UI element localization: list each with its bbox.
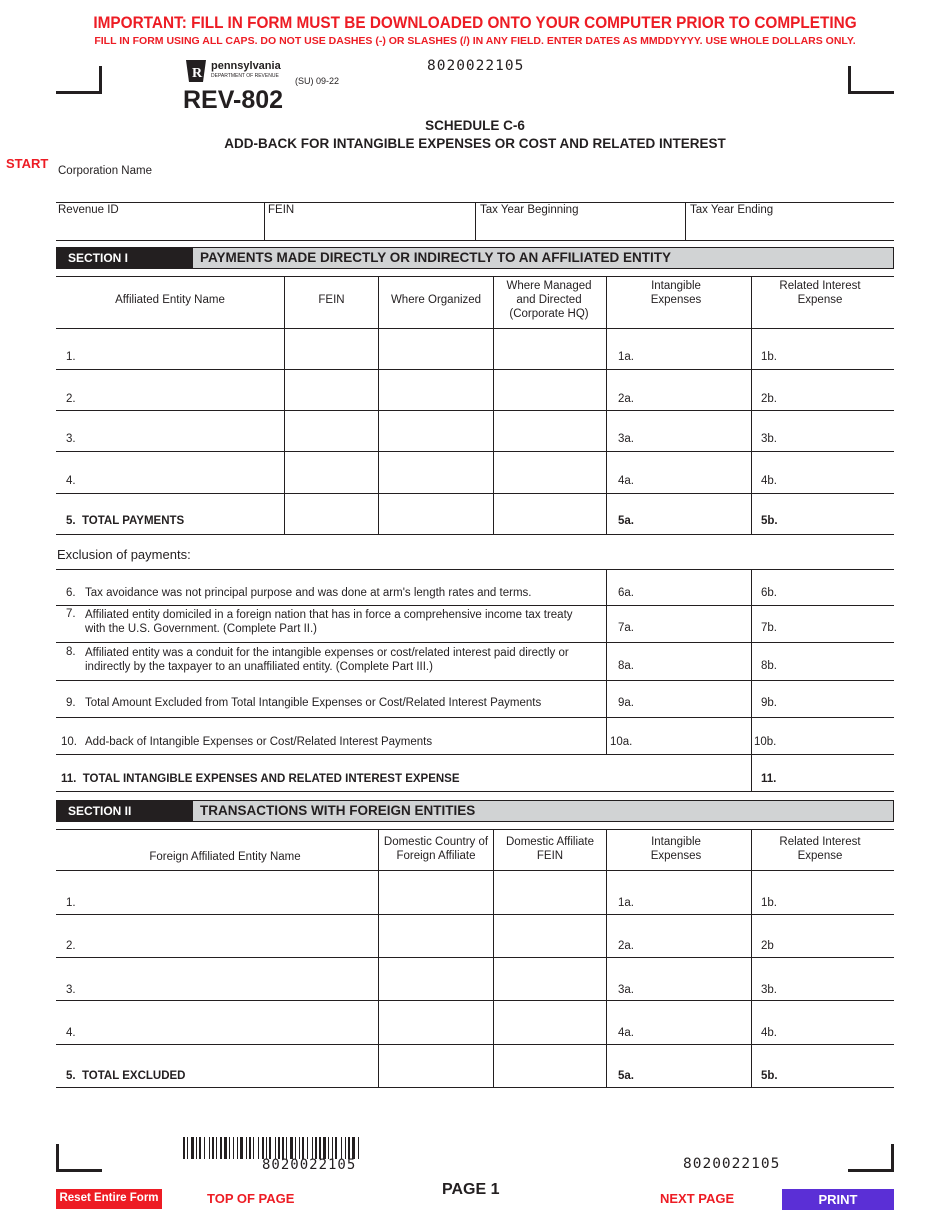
s2-row-b: 4b. (761, 1027, 777, 1039)
exclusion-b: 9b. (761, 697, 777, 709)
exclusion-num: 6. (66, 587, 76, 599)
page-number: PAGE 1 (442, 1181, 500, 1198)
barcode-bar (204, 1137, 205, 1159)
barcode-bar (233, 1137, 234, 1159)
s2-header-name: Foreign Affiliated Entity Name (149, 851, 301, 863)
s1-header-organized: Where Organized (390, 294, 482, 306)
exclusion-text: Affiliated entity domiciled in a foreign nation that has in force a comprehensive income tax treaty with the U.S. Government. (Complete Part II.) (85, 609, 573, 635)
barcode-bar (335, 1137, 337, 1159)
print-button[interactable]: PRINT (782, 1189, 894, 1210)
barcode-bar (220, 1137, 222, 1159)
svg-text:R: R (192, 66, 203, 81)
s2-row-b: 1b. (761, 897, 777, 909)
exclusion-text: Affiliated entity was a conduit for the intangible expenses or cost/related interest paid directly or indirectly by the taxpayer to an unaffiliated entity. (Complete Part III.) (85, 647, 569, 673)
exclusion-b: 6b. (761, 587, 777, 599)
exclusion-text: Add-back of Intangible Expenses or Cost/Related Interest Payments (85, 736, 433, 748)
barcode-bar (269, 1137, 271, 1159)
barcode-bar (290, 1137, 293, 1159)
form-code-bottom: 8020022105 (683, 1156, 781, 1172)
section1-title: PAYMENTS MADE DIRECTLY OR INDIRECTLY TO AN AFFILIATED ENTITY (200, 250, 672, 265)
fein-field[interactable]: FEIN (268, 204, 295, 216)
barcode-bar (187, 1137, 188, 1159)
keystone-icon (184, 58, 208, 84)
section2-header (56, 800, 894, 822)
s1-row-num: 3. (66, 433, 76, 445)
s1-row-num: 4. (66, 475, 76, 487)
s1-row-a: 3a. (618, 433, 634, 445)
s2-row-num: 1. (66, 897, 76, 909)
exclusion-a: 6a. (618, 587, 634, 599)
s1-row-num: 1. (66, 351, 76, 363)
barcode-bar (199, 1137, 201, 1159)
s1-header-managed: Where Managed and Directed (Corporate HQ) (506, 280, 592, 320)
line-11-b: 11. (761, 773, 777, 785)
s1-total-b: 5b. (761, 515, 778, 527)
barcode-bar (191, 1137, 194, 1159)
barcode-bar (345, 1137, 346, 1159)
s2-header-country: Domestic Country of Foreign Affiliate (383, 836, 489, 862)
s2-header-intangible: Intangible Expenses (650, 836, 702, 862)
exclusion-text: Total Amount Excluded from Total Intangible Expenses or Cost/Related Interest Payments (85, 697, 542, 709)
form-title: ADD-BACK FOR INTANGIBLE EXPENSES OR COST AND RELATED INTEREST (224, 136, 726, 151)
barcode-bar (240, 1137, 243, 1159)
exclusion-a: 7a. (618, 622, 634, 634)
barcode-bar (348, 1137, 350, 1159)
section1-header (56, 247, 894, 269)
exclusion-num: 8. (66, 646, 76, 658)
corner-mark-bottom-left (56, 1144, 102, 1172)
section1-tag: SECTION I (57, 248, 193, 268)
s2-row-num: 3. (66, 984, 76, 996)
revenue-id-field[interactable]: Revenue ID (58, 204, 119, 216)
barcode-bar (249, 1137, 251, 1159)
barcode-bar (229, 1137, 230, 1159)
fill-instructions: FILL IN FORM USING ALL CAPS. DO NOT USE DASHES (-) OR SLASHES (/) IN ANY FIELD. ENTER DATES AS MMDDYYYY. USE WHOLE DOLLARS ONLY. (94, 35, 856, 47)
pa-revenue-logo (184, 58, 294, 84)
form-code-top: 8020022105 (427, 58, 525, 74)
s1-row-b: 4b. (761, 475, 777, 487)
s2-total-b: 5b. (761, 1070, 778, 1082)
barcode-bar (266, 1137, 267, 1159)
exclusion-num: 9. (66, 697, 76, 709)
s2-total-a: 5a. (618, 1070, 634, 1082)
exclusion-a: 10a. (610, 736, 633, 748)
s2-row-a: 3a. (618, 984, 634, 996)
barcode-bar (212, 1137, 214, 1159)
s1-row-a: 4a. (618, 475, 634, 487)
barcode-bar (246, 1137, 247, 1159)
version-code: (SU) 09-22 (295, 76, 340, 86)
s1-row-b: 1b. (761, 351, 777, 363)
barcode-bar (341, 1137, 342, 1159)
barcode-bar (224, 1137, 227, 1159)
exclusion-num: 7. (66, 608, 76, 620)
corporation-name-field[interactable]: Corporation Name (58, 165, 152, 177)
s2-row-num: 2. (66, 940, 76, 952)
barcode-bar (315, 1137, 317, 1159)
exclusion-b: 10b. (754, 736, 777, 748)
barcode-bar (275, 1137, 276, 1159)
s1-row-a: 2a. (618, 393, 634, 405)
schedule-title: SCHEDULE C-6 (425, 118, 525, 133)
barcode-bar (299, 1137, 300, 1159)
exclusion-a: 8a. (618, 660, 634, 672)
exclusion-b: 7b. (761, 622, 777, 634)
corner-mark-bottom-right (848, 1144, 894, 1172)
barcode-bar (262, 1137, 264, 1159)
s1-header-interest: Related Interest Expense (779, 280, 861, 306)
barcode-bar (302, 1137, 304, 1159)
exclusion-text: Tax avoidance was not principal purpose and was done at arm's length rates and terms. (85, 587, 532, 599)
reset-form-button[interactable]: Reset Entire Form (56, 1189, 162, 1209)
form-number: REV-802 (183, 86, 284, 114)
s1-row-a: 1a. (618, 351, 634, 363)
s2-header-interest: Related Interest Expense (779, 836, 861, 862)
s2-header-fein: Domestic Affiliate FEIN (506, 836, 594, 862)
s1-row-b: 3b. (761, 433, 777, 445)
s1-total-label: 5. TOTAL PAYMENTS (66, 515, 185, 527)
s2-row-a: 1a. (618, 897, 634, 909)
corner-mark-top-right (848, 66, 894, 94)
barcode-bar (183, 1137, 185, 1159)
logo-text: pennsylvania (211, 60, 281, 72)
section2-title: TRANSACTIONS WITH FOREIGN ENTITIES (200, 803, 476, 818)
barcode-number: 8020022105 (262, 1157, 357, 1173)
barcode-bar (352, 1137, 355, 1159)
top-of-page-link[interactable]: TOP OF PAGE (207, 1191, 295, 1206)
barcode-bar (358, 1137, 359, 1159)
s1-row-num: 2. (66, 393, 76, 405)
barcode-bar (286, 1137, 287, 1159)
exclusion-num: 10. (61, 736, 77, 748)
barcode-bar (307, 1137, 308, 1159)
barcode-bar (209, 1137, 210, 1159)
tax-year-beginning-field[interactable]: Tax Year Beginning (480, 204, 579, 216)
barcode-bar (258, 1137, 259, 1159)
tax-year-ending-field[interactable]: Tax Year Ending (690, 204, 774, 216)
corner-mark-top-left (56, 66, 102, 94)
barcode-bar (196, 1137, 197, 1159)
s2-row-b: 2b (761, 940, 774, 952)
important-notice: IMPORTANT: FILL IN FORM MUST BE DOWNLOADED ONTO YOUR COMPUTER PRIOR TO COMPLETING (93, 14, 857, 32)
barcode-bar (312, 1137, 313, 1159)
barcode-bar (282, 1137, 284, 1159)
barcode-bar (278, 1137, 280, 1159)
exclusion-a: 9a. (618, 697, 634, 709)
s2-row-b: 3b. (761, 984, 777, 996)
barcode (183, 1137, 448, 1159)
s1-row-b: 2b. (761, 393, 777, 405)
s2-row-a: 2a. (618, 940, 634, 952)
barcode-bar (323, 1137, 326, 1159)
line-11-label: 11. TOTAL INTANGIBLE EXPENSES AND RELATED INTEREST EXPENSE (61, 773, 460, 785)
logo-subtext: DEPARTMENT OF REVENUE (211, 73, 279, 79)
s1-header-intangible: Intangible Expenses (650, 280, 702, 306)
barcode-bar (319, 1137, 321, 1159)
barcode-bar (332, 1137, 333, 1159)
barcode-bar (216, 1137, 217, 1159)
next-page-link[interactable]: NEXT PAGE (660, 1191, 735, 1206)
s2-total-label: 5. TOTAL EXCLUDED (66, 1070, 186, 1082)
s2-row-a: 4a. (618, 1027, 634, 1039)
section2-tag: SECTION II (57, 801, 193, 821)
start-label: START (6, 156, 49, 171)
s1-header-fein: FEIN (318, 294, 345, 306)
exclusion-b: 8b. (761, 660, 777, 672)
exclusion-label: Exclusion of payments: (57, 547, 191, 562)
barcode-bar (328, 1137, 329, 1159)
s1-header-name: Affiliated Entity Name (115, 294, 225, 306)
barcode-bar (253, 1137, 254, 1159)
s1-total-a: 5a. (618, 515, 634, 527)
barcode-bar (237, 1137, 238, 1159)
s2-row-num: 4. (66, 1027, 76, 1039)
barcode-bar (295, 1137, 296, 1159)
